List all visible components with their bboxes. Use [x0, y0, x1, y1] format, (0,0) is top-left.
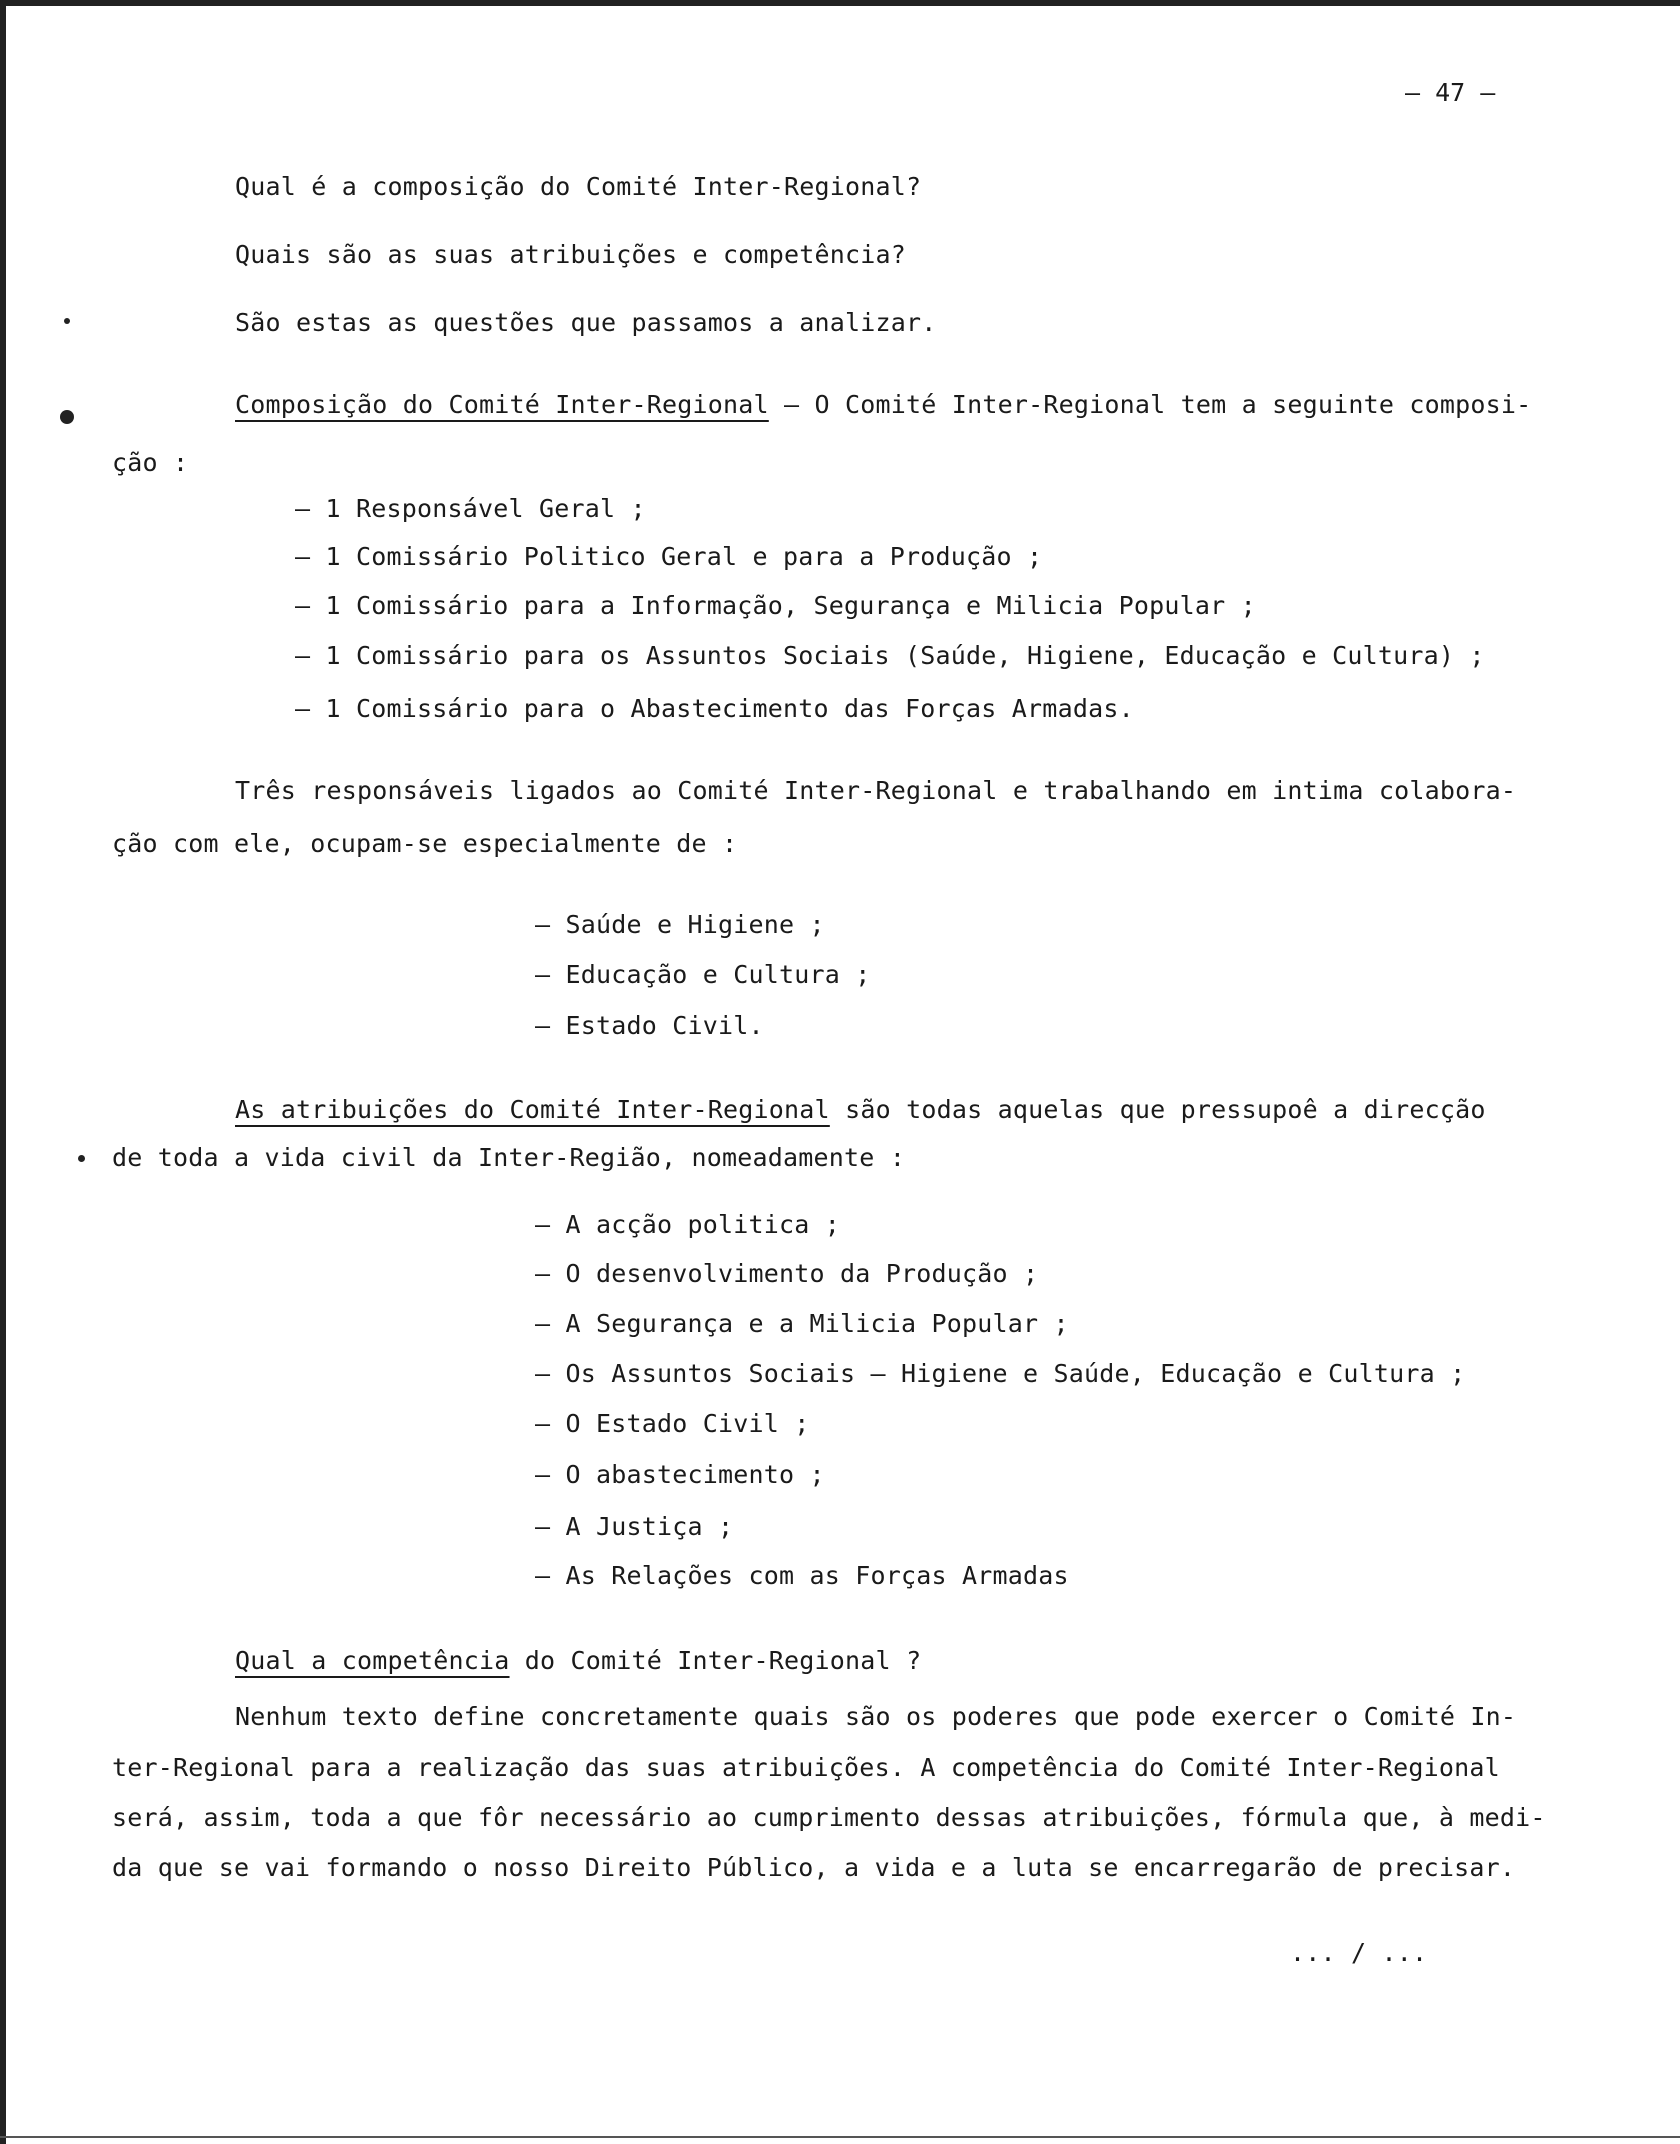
responsaveis-item: – Educação e Cultura ; [535, 960, 871, 989]
competencia-heading-rest: do Comité Inter-Regional ? [509, 1646, 922, 1675]
competencia-heading-line [235, 1646, 921, 1675]
atribuicoes-paragraph-line-1 [235, 1095, 1486, 1124]
margin-mark [78, 1155, 85, 1162]
atribuicoes-item: – O abastecimento ; [535, 1460, 825, 1489]
margin-mark [60, 410, 74, 424]
atribuicoes-item: – A Segurança e a Milicia Popular ; [535, 1309, 1069, 1338]
atribuicoes-paragraph-line-2: de toda a vida civil da Inter-Região, nomeadamente : [112, 1143, 906, 1172]
atribuicoes-item: – Os Assuntos Sociais – Higiene e Saúde, Educação e Cultura ; [535, 1359, 1466, 1388]
responsaveis-item: – Saúde e Higiene ; [535, 910, 825, 939]
page-border-left [0, 0, 6, 2144]
competencia-line: ter-Regional para a realização das suas atribuições. A competência do Comité Inter-Regional [112, 1753, 1500, 1782]
competencia-line: será, assim, toda a que fôr necessário ao cumprimento dessas atribuições, fórmula que, à medi- [112, 1803, 1546, 1832]
responsaveis-line-1: Três responsáveis ligados ao Comité Inter-Regional e trabalhando em intima colabora- [235, 776, 1517, 805]
composition-item: – 1 Comissário para os Assuntos Sociais (Saúde, Higiene, Educação e Cultura) ; [295, 641, 1485, 670]
atribuicoes-item: – O desenvolvimento da Produção ; [535, 1259, 1039, 1288]
composition-paragraph-line-1 [235, 390, 1531, 419]
composition-item: – 1 Comissário Politico Geral e para a Produção ; [295, 542, 1043, 571]
competencia-line: da que se vai formando o nosso Direito Público, a vida e a luta se encarregarão de precisar. [112, 1853, 1516, 1882]
intro-question-2: Quais são as suas atribuições e competência? [235, 240, 907, 269]
composition-item: – 1 Comissário para o Abastecimento das Forças Armadas. [295, 694, 1134, 723]
composition-item: – 1 Comissário para a Informação, Segurança e Milicia Popular ; [295, 591, 1256, 620]
responsaveis-item: – Estado Civil. [535, 1011, 764, 1040]
composition-paragraph-line-2: ção : [112, 448, 189, 477]
continuation-mark: ... / ... [1290, 1938, 1428, 1967]
margin-mark [64, 318, 70, 324]
intro-statement: São estas as questões que passamos a analizar. [235, 308, 937, 337]
atribuicoes-item: – O Estado Civil ; [535, 1409, 810, 1438]
atribuicoes-text: são todas aquelas que pressupoê a direcção [829, 1095, 1486, 1124]
competencia-heading: Qual a competência [235, 1646, 510, 1675]
composition-heading: Composição do Comité Inter-Regional [235, 390, 769, 419]
page-border-top [0, 0, 1680, 6]
competencia-line: Nenhum texto define concretamente quais são os poderes que pode exercer o Comité In- [235, 1702, 1517, 1731]
atribuicoes-item: – A Justiça ; [535, 1512, 734, 1541]
atribuicoes-item: – A acção politica ; [535, 1210, 841, 1239]
atribuicoes-item: – As Relações com as Forças Armadas [535, 1561, 1069, 1590]
atribuicoes-heading: As atribuições do Comité Inter-Regional [235, 1095, 830, 1124]
responsaveis-line-2: ção com ele, ocupam-se especialmente de : [112, 829, 738, 858]
intro-question-1: Qual é a composição do Comité Inter-Regional? [235, 172, 922, 201]
page-number: – 47 – [1405, 78, 1496, 107]
page-border-bottom [0, 2136, 1680, 2138]
composition-item: – 1 Responsável Geral ; [295, 494, 646, 523]
composition-text: – O Comité Inter-Regional tem a seguinte composi- [768, 390, 1532, 419]
